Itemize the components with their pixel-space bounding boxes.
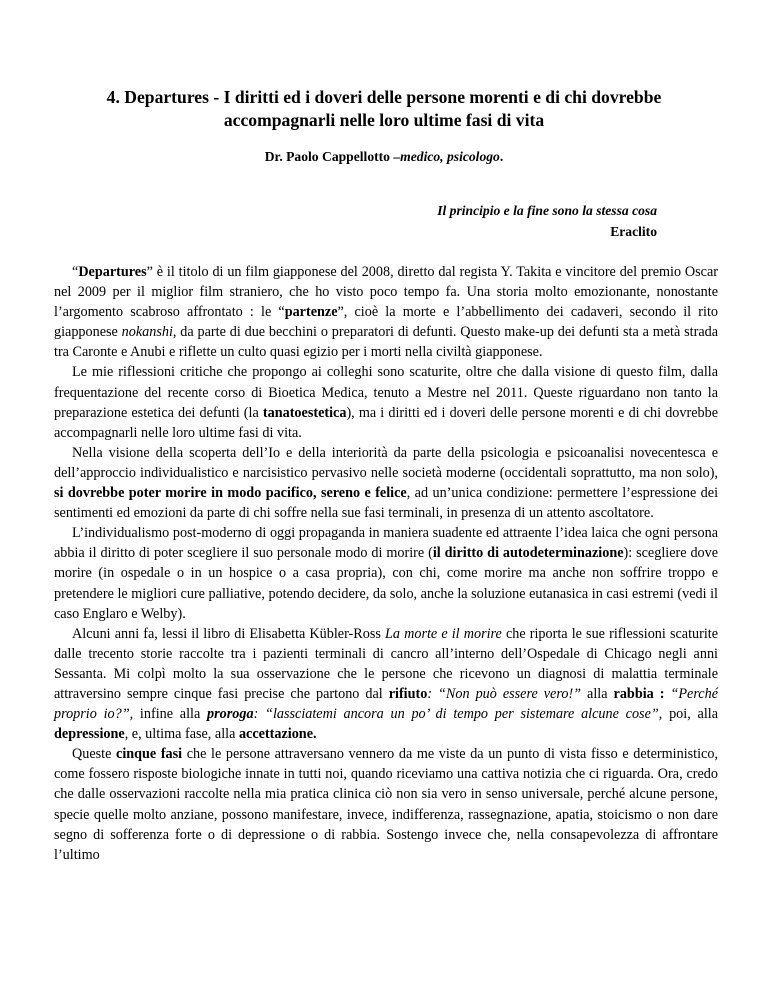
text-run: La morte e il morire <box>385 625 502 642</box>
epigraph-quote: Il principio e la fine sono la stessa cosa <box>437 203 657 218</box>
text-run: il diritto di autodeterminazione <box>432 545 624 562</box>
text-run: ” è il titolo di un film giapponese del 2008, diretto dal regista Y. Takita e vincitore del premio Oscar nel 2009 per il miglior film straniero, che ho visto poco tempo fa. Una storia molto emozionante, nonostante l’argomento scabroso affrontato : le “ <box>54 264 718 321</box>
text-run: che riporta le sue riflessioni scaturite dalle trecento storie raccolte tra i pazienti terminali di cancro all’interno dell’Ospedale di Chicago negli anni Sessanta. Mi colpì molto la sua osservazione che le persone che ricevono un diagnosi di malattia terminale attraversino sempre cinque fasi precise che partono dal <box>54 625 719 702</box>
text-run: ), ma i diritti ed i doveri delle persone morenti e di chi dovrebbe accompagnarli nelle loro ultime fasi di vita. <box>54 404 718 441</box>
text-run: tanatoestetica <box>262 404 347 421</box>
text-run: partenze <box>284 304 338 321</box>
text-run: “Perché proprio io?”, <box>54 685 718 723</box>
text-run: proroga <box>207 706 254 723</box>
body-paragraph <box>54 443 718 523</box>
text-run: Departures <box>78 264 147 280</box>
title-line-2: accompagnarli nelle loro ultime fasi di vita <box>223 110 545 130</box>
text-run: si dovrebbe poter morire in modo pacifico, sereno e felice <box>54 485 407 502</box>
text-run: depressione <box>54 726 125 743</box>
body-text <box>54 262 718 865</box>
text-run: infine alla <box>133 706 208 723</box>
text-run: Nella visione della scoperta dell’Io e della interiorità da parte della psicologia e psicoanalisi novecentesca e dell’approccio individualistico e narcisistico pervasivo nelle società moderne (occidentali soprattutto, ma non solo), <box>54 444 718 481</box>
epigraph <box>437 200 657 242</box>
author-role: medico, psicologo <box>400 149 500 164</box>
body-paragraph <box>54 744 718 865</box>
author-name: Dr. Paolo Cappellotto – <box>264 149 401 164</box>
text-run: : “Non può essere vero!” <box>427 685 582 702</box>
text-run: Le mie riflessioni critiche che propongo ai colleghi sono scaturite, oltre che dalla visione di questo film, dalla frequentazione del recente corso di Bioetica Medica, tenuto a Mestre nel 2011. Queste riguardano non tanto la preparazione estetica dei defunti (la <box>54 364 718 421</box>
title-line-1: 4. Departures - I diritti ed i doveri delle persone morenti e di chi dovrebbe <box>106 87 662 107</box>
text-run: cinque fasi <box>116 746 183 763</box>
text-run: accettazione. <box>238 726 317 743</box>
text-run: Alcuni anni fa, lessi il libro di Elisabetta Kübler-Ross <box>72 625 385 642</box>
text-run: ”, cioè la morte e l’abbellimento dei cadaveri, secondo il rito giapponese <box>54 304 718 341</box>
text-run: L’individualismo post-moderno di oggi propaganda in maniera suadente ed attraente l’idea laica che ogni persona abbia il diritto di poter scegliere il suo personale modo di morire ( <box>54 525 718 562</box>
text-run: ): scegliere dove morire (in ospedale o in un hospice o a casa propria), con chi, come morire ma anche non soffrire troppo e pretendere le migliori cure palliative, potendo decidere, da solo, anche la soluzione eutanasica in casi estremi (vedi il caso Englaro e Welby). <box>54 545 719 622</box>
document-title <box>60 86 708 132</box>
text-run: , ad un’unica condizione: permettere l’espressione dei sentimenti ed emozioni da parte di chi soffre nella sue fasi terminali, in presenza di un attento ascoltatore. <box>54 485 719 522</box>
text-run: rifiuto <box>388 685 428 702</box>
author-end: . <box>499 149 504 164</box>
text-run: alla <box>581 685 614 702</box>
text-run: nokanshi <box>121 324 173 341</box>
text-run: : “lassciatemi ancora un po’ di tempo per sistemare alcune cose”, <box>253 706 663 723</box>
author-line <box>0 148 768 166</box>
text-run: “ <box>72 264 79 280</box>
body-paragraph <box>54 523 718 623</box>
text-run: , da parte di due becchini o preparatori di defunti. Questo make-up dei defunti sta a metà strada tra Caronte e Anubi e riflette un culto quasi egizio per i morti nella civiltà giapponese. <box>54 324 719 361</box>
text-run: , e, ultima fase, alla <box>124 726 239 743</box>
body-paragraph <box>54 624 718 745</box>
text-run: che le persone attraversano vennero da me viste da un punto di vista fisso e deterministico, come fossero risposte biologiche innate in tutti noi, quando riceviamo una cattiva notizia che ci riguarda. Ora, credo che dalle osservazioni raccolte nella mia pratica clinica ciò non sia vero in senso universale, perché alcune persone, specie quelle molto anziane, possono manifestare, invece, indifferenza, rassegnazione, apatia, stoicismo o non dare segno di sofferenza forte o di depressione o di rabbia. Sostengo invece che, nella consapevolezza di affrontare l’ultimo <box>54 746 718 863</box>
text-run: rabbia : <box>613 685 665 702</box>
text-run: Queste <box>72 746 117 763</box>
text-run: poi, alla <box>662 706 719 723</box>
epigraph-source: Eraclito <box>610 224 657 239</box>
body-paragraph <box>54 362 718 442</box>
body-paragraph <box>54 262 718 362</box>
